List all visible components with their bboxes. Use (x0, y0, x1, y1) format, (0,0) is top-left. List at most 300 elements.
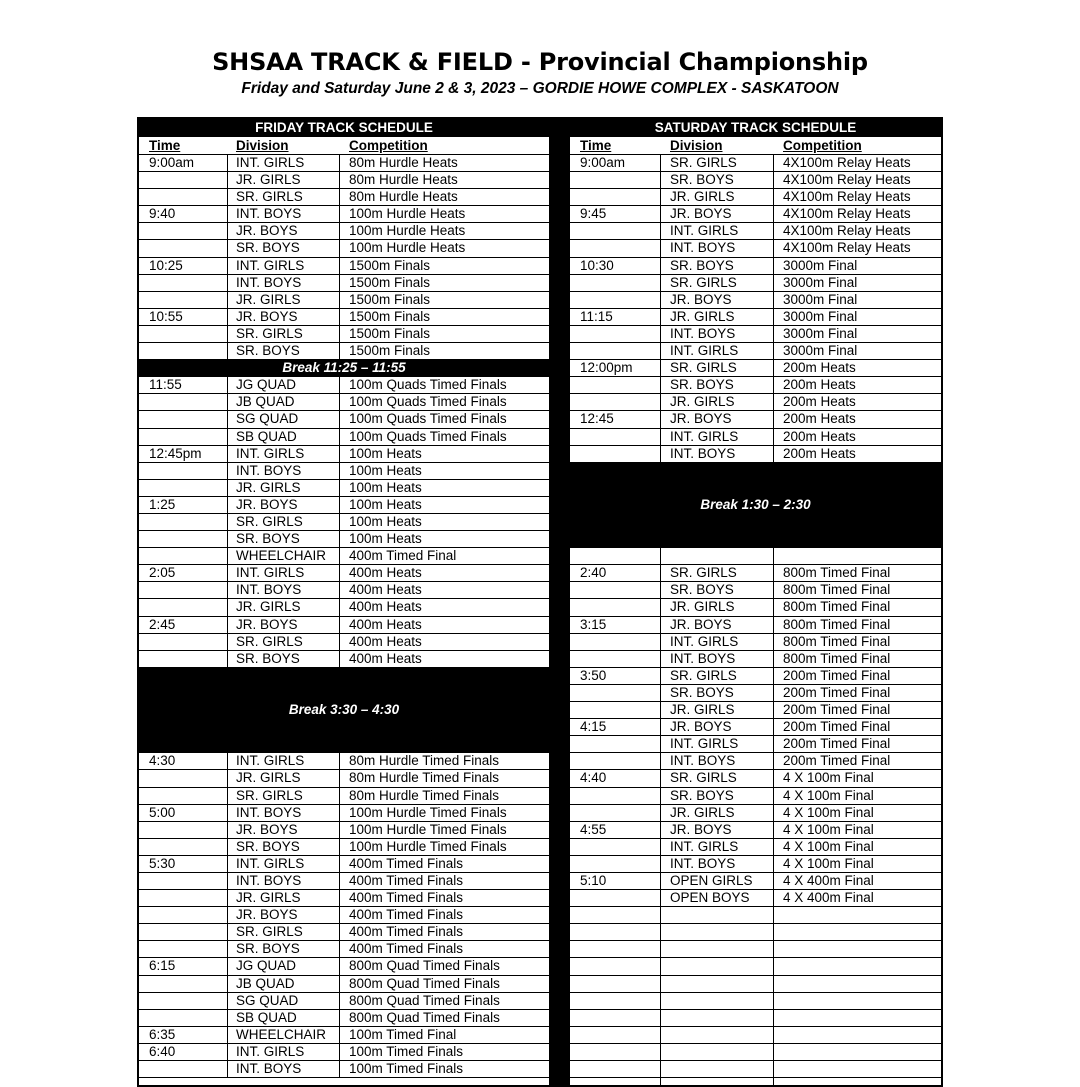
schedule-row (139, 497, 549, 514)
schedule-row (570, 565, 941, 582)
schedule-row (139, 206, 549, 223)
cell-divider (773, 685, 774, 701)
schedule-row (139, 856, 549, 873)
cell-divider (773, 411, 774, 427)
cell-divider (660, 565, 661, 581)
cell-divider (339, 634, 340, 650)
cell-divider (339, 805, 340, 821)
cell-divider (660, 651, 661, 667)
event-division: JR. BOYS (670, 411, 732, 427)
cell-divider (660, 941, 661, 957)
cell-divider (227, 582, 228, 598)
event-division: INT. BOYS (236, 462, 302, 478)
event-competition: 4X100m Relay Heats (783, 189, 911, 205)
event-division: SR. BOYS (670, 582, 734, 598)
event-division: INT. BOYS (236, 206, 302, 222)
event-division: INT. BOYS (670, 325, 736, 341)
event-division: JB QUAD (236, 975, 295, 991)
event-division: INT. GIRLS (670, 838, 739, 854)
cell-divider (227, 223, 228, 239)
event-division: JR. BOYS (236, 496, 298, 512)
event-competition: 4X100m Relay Heats (783, 172, 911, 188)
event-division: SR. GIRLS (236, 325, 303, 341)
event-competition: 100m Quads Timed Finals (349, 411, 507, 427)
cell-divider (660, 805, 661, 821)
schedule-row (139, 805, 549, 822)
schedule-row (139, 377, 549, 394)
event-time: 9:45 (580, 206, 607, 222)
event-time: 5:00 (149, 804, 176, 820)
schedule-row (570, 634, 941, 651)
cell-divider (660, 275, 661, 291)
cell-divider (227, 258, 228, 274)
event-division: JR. BOYS (236, 821, 298, 837)
schedule-row (570, 617, 941, 634)
event-competition: 400m Heats (349, 599, 422, 615)
event-division: SR. GIRLS (236, 189, 303, 205)
event-time: 2:05 (149, 565, 176, 581)
cell-divider (660, 343, 661, 359)
cell-divider (660, 634, 661, 650)
cell-divider (660, 394, 661, 410)
schedule-row (570, 189, 941, 206)
schedule-row (139, 258, 549, 275)
schedule-row (570, 873, 941, 890)
schedule-row (570, 548, 941, 565)
cell-divider (339, 1061, 340, 1077)
cell-divider (773, 446, 774, 462)
cell-divider (660, 702, 661, 718)
event-competition: 100m Quads Timed Finals (349, 377, 507, 393)
event-division: INT. BOYS (236, 1061, 302, 1076)
schedule-row (139, 1027, 549, 1044)
event-division: JB QUAD (236, 394, 295, 410)
cell-divider (773, 839, 774, 855)
event-division: WHEELCHAIR (236, 548, 327, 564)
event-division: SR. GIRLS (236, 513, 303, 529)
event-division: INT. GIRLS (236, 753, 305, 769)
cell-divider (339, 189, 340, 205)
event-competition: 80m Hurdle Timed Finals (349, 787, 500, 803)
cell-divider (227, 394, 228, 410)
schedule-row (139, 617, 549, 634)
event-competition: 3000m Final (783, 291, 858, 307)
event-competition: 1500m Finals (349, 257, 431, 273)
schedule-row (570, 856, 941, 873)
cell-divider (773, 976, 774, 992)
event-competition: 1500m Finals (349, 325, 431, 341)
event-division: WHEELCHAIR (236, 1026, 327, 1042)
cell-divider (227, 531, 228, 547)
event-division: JR. GIRLS (670, 308, 735, 324)
event-division: INT. GIRLS (236, 155, 305, 170)
event-division: INT. GIRLS (236, 1043, 305, 1059)
cell-divider (339, 258, 340, 274)
event-division: SR. BOYS (670, 377, 734, 393)
cell-divider (773, 770, 774, 786)
cell-divider (339, 1027, 340, 1043)
event-competition: 400m Timed Final (349, 548, 457, 564)
event-time: 5:10 (580, 872, 607, 888)
cell-divider (660, 890, 661, 906)
cell-divider (773, 924, 774, 940)
cell-divider (227, 651, 228, 667)
cell-divider (773, 668, 774, 684)
event-division: JR. GIRLS (236, 291, 301, 307)
event-competition: 1500m Finals (349, 343, 431, 359)
event-competition: 100m Hurdle Heats (349, 223, 466, 239)
cell-divider (227, 1010, 228, 1026)
event-division: JG QUAD (236, 377, 297, 393)
event-competition: 200m Heats (783, 394, 856, 410)
schedule-row (570, 292, 941, 309)
schedule-row (570, 976, 941, 993)
schedule-row (139, 292, 549, 309)
cell-divider (773, 958, 774, 974)
cell-divider (660, 1027, 661, 1043)
event-time: 1:25 (149, 496, 176, 512)
event-division: JR. BOYS (670, 821, 732, 837)
cell-divider (773, 377, 774, 393)
event-competition: 400m Heats (349, 650, 422, 666)
cell-divider (339, 309, 340, 325)
event-time: 11:55 (149, 377, 182, 393)
cell-divider (660, 924, 661, 940)
event-competition: 100m Timed Finals (349, 1043, 464, 1059)
event-time: 10:25 (149, 257, 183, 273)
cell-divider (660, 1061, 661, 1077)
event-division: INT. BOYS (670, 753, 736, 769)
cell-divider (227, 907, 228, 923)
event-division: OPEN BOYS (670, 890, 750, 906)
event-competition: 100m Heats (349, 513, 422, 529)
cell-divider (660, 1010, 661, 1026)
cell-divider (660, 958, 661, 974)
break-banner: Break 11:25 – 11:55 (139, 360, 549, 377)
event-competition: 800m Timed Final (783, 565, 891, 581)
event-competition: 400m Heats (349, 582, 422, 598)
cell-divider (660, 873, 661, 889)
cell-divider (227, 275, 228, 291)
cell-divider (660, 411, 661, 427)
event-division: INT. BOYS (236, 804, 302, 820)
cell-divider (339, 343, 340, 359)
event-time: 6:35 (149, 1026, 176, 1042)
event-division: INT. GIRLS (670, 428, 739, 444)
cell-divider (773, 719, 774, 735)
event-competition: 80m Hurdle Heats (349, 155, 458, 170)
cell-divider (660, 856, 661, 872)
cell-divider (773, 172, 774, 188)
cell-divider (227, 480, 228, 496)
event-competition: 100m Heats (349, 445, 422, 461)
column-header-division: Division (670, 138, 723, 153)
cell-divider (227, 634, 228, 650)
cell-divider (773, 394, 774, 410)
cell-divider (339, 326, 340, 342)
event-competition: 4 X 400m Final (783, 872, 874, 888)
schedule-row (139, 958, 549, 975)
schedule-row (139, 1010, 549, 1027)
cell-divider (660, 360, 661, 376)
cell-divider (660, 788, 661, 804)
event-competition: 3000m Final (783, 325, 858, 341)
event-time: 4:15 (580, 719, 607, 735)
cell-divider (660, 1044, 661, 1060)
cell-divider (339, 223, 340, 239)
event-competition: 200m Timed Final (783, 702, 891, 718)
document-subtitle: Friday and Saturday June 2 & 3, 2023 – GORDIE HOWE COMPLEX - SASKATOON (241, 80, 839, 97)
cell-divider (339, 480, 340, 496)
cell-divider (773, 993, 774, 1009)
cell-divider (227, 343, 228, 359)
event-division: JR. BOYS (236, 223, 298, 239)
schedule-row (570, 1010, 941, 1027)
event-competition: 800m Quad Timed Finals (349, 1009, 500, 1025)
event-competition: 1500m Finals (349, 308, 431, 324)
event-competition: 100m Hurdle Heats (349, 240, 466, 256)
schedule-row (570, 1078, 941, 1087)
cell-divider (660, 599, 661, 615)
event-competition: 3000m Final (783, 343, 858, 359)
schedule-row (139, 976, 549, 993)
cell-divider (660, 976, 661, 992)
event-division: JR. BOYS (236, 907, 298, 923)
cell-divider (773, 429, 774, 445)
event-division: SR. GIRLS (236, 924, 303, 940)
schedule-row (570, 377, 941, 394)
cell-divider (660, 446, 661, 462)
event-time: 10:30 (580, 257, 614, 273)
event-competition: 100m Heats (349, 462, 422, 478)
event-division: JG QUAD (236, 958, 297, 974)
cell-divider (339, 394, 340, 410)
cell-divider (227, 446, 228, 462)
event-division: SR. BOYS (236, 650, 300, 666)
schedule-row (139, 582, 549, 599)
event-competition: 200m Heats (783, 411, 856, 427)
schedule-row (570, 1044, 941, 1061)
schedule-row (139, 275, 549, 292)
schedule-row (570, 258, 941, 275)
event-competition: 3000m Final (783, 257, 858, 273)
event-competition: 100m Timed Finals (349, 1061, 464, 1076)
event-division: INT. GIRLS (670, 736, 739, 752)
cell-divider (227, 839, 228, 855)
event-division: JR. GIRLS (236, 599, 301, 615)
event-competition: 800m Quad Timed Finals (349, 958, 500, 974)
cell-divider (660, 839, 661, 855)
cell-divider (773, 634, 774, 650)
cell-divider (227, 941, 228, 957)
event-competition: 400m Timed Finals (349, 907, 464, 923)
cell-divider (227, 1061, 228, 1077)
column-header-competition: Competition (783, 138, 862, 153)
event-division: JR. BOYS (670, 616, 732, 632)
event-time: 9:00am (149, 155, 195, 170)
cell-divider (227, 292, 228, 308)
event-division: INT. GIRLS (670, 223, 739, 239)
cell-divider (773, 343, 774, 359)
cell-divider (339, 155, 340, 171)
friday-rows (139, 155, 549, 1078)
event-competition: 4 X 100m Final (783, 821, 874, 837)
event-competition: 800m Quad Timed Finals (349, 992, 500, 1008)
schedule-row (139, 446, 549, 463)
cell-divider (773, 206, 774, 222)
saturday-rows (570, 155, 941, 1087)
cell-divider (660, 582, 661, 598)
cell-divider (660, 189, 661, 205)
cell-divider (660, 822, 661, 838)
cell-divider (773, 240, 774, 256)
event-competition: 200m Heats (783, 445, 856, 461)
event-division: INT. GIRLS (236, 257, 305, 273)
event-competition: 400m Timed Finals (349, 890, 464, 906)
event-division: SR. GIRLS (670, 274, 737, 290)
event-competition: 80m Hurdle Heats (349, 172, 458, 188)
event-competition: 100m Timed Final (349, 1026, 457, 1042)
document-title: SHSAA TRACK & FIELD - Provincial Championship (212, 48, 868, 76)
event-competition: 800m Timed Final (783, 582, 891, 598)
schedule-row (139, 394, 549, 411)
event-competition: 400m Heats (349, 565, 422, 581)
cell-divider (339, 993, 340, 1009)
schedule-row (139, 480, 549, 497)
cell-divider (227, 958, 228, 974)
cell-divider (660, 206, 661, 222)
cell-divider (773, 890, 774, 906)
cell-divider (773, 822, 774, 838)
cell-divider (773, 326, 774, 342)
event-division: INT. BOYS (670, 650, 736, 666)
schedule-row (139, 429, 549, 446)
cell-divider (339, 548, 340, 564)
cell-divider (227, 497, 228, 513)
cell-divider (773, 805, 774, 821)
event-division: SR. BOYS (236, 941, 300, 957)
cell-divider (773, 292, 774, 308)
schedule-row (570, 890, 941, 907)
schedule-row (570, 599, 941, 616)
event-competition: 1500m Finals (349, 291, 431, 307)
schedule-row (139, 531, 549, 548)
event-division: INT. GIRLS (236, 565, 305, 581)
cell-divider (227, 463, 228, 479)
schedule-row (139, 839, 549, 856)
event-competition: 100m Hurdle Timed Finals (349, 838, 507, 854)
saturday-schedule-heading: SATURDAY TRACK SCHEDULE (570, 119, 941, 137)
schedule-row (570, 839, 941, 856)
event-division: SR. BOYS (236, 240, 300, 256)
event-competition: 3000m Final (783, 274, 858, 290)
schedule-row (570, 788, 941, 805)
cell-divider (773, 651, 774, 667)
event-competition: 400m Timed Finals (349, 872, 464, 888)
cell-divider (773, 1027, 774, 1043)
cell-divider (339, 514, 340, 530)
cell-divider (773, 1044, 774, 1060)
column-header-competition: Competition (349, 138, 428, 153)
event-competition: 200m Timed Final (783, 753, 891, 769)
event-competition: 400m Heats (349, 616, 422, 632)
event-division: JR. GIRLS (236, 890, 301, 906)
event-time: 12:45pm (149, 445, 202, 461)
schedule-row (139, 189, 549, 206)
schedule-row (570, 1027, 941, 1044)
event-competition: 1500m Finals (349, 274, 431, 290)
schedule-row (139, 309, 549, 326)
cell-divider (660, 292, 661, 308)
event-competition: 400m Timed Finals (349, 941, 464, 957)
event-division: SR. GIRLS (670, 360, 737, 376)
cell-divider (339, 770, 340, 786)
cell-divider (660, 1078, 661, 1087)
event-competition: 400m Timed Finals (349, 924, 464, 940)
cell-divider (227, 599, 228, 615)
cell-divider (339, 377, 340, 393)
schedule-row (570, 309, 941, 326)
schedule-row (139, 770, 549, 787)
cell-divider (773, 155, 774, 171)
event-time: 10:55 (149, 308, 183, 324)
schedule-row (139, 634, 549, 651)
event-time: 3:15 (580, 616, 607, 632)
cell-divider (660, 770, 661, 786)
cell-divider (660, 155, 661, 171)
schedule-row (139, 343, 549, 360)
cell-divider (660, 172, 661, 188)
cell-divider (227, 309, 228, 325)
cell-divider (773, 189, 774, 205)
event-division: JR. BOYS (670, 719, 732, 735)
event-time: 2:40 (580, 565, 607, 581)
schedule-row (139, 411, 549, 428)
event-competition: 100m Heats (349, 531, 422, 547)
schedule-row (570, 651, 941, 668)
schedule-row (570, 668, 941, 685)
schedule-row (139, 873, 549, 890)
cell-divider (773, 941, 774, 957)
schedule-row (139, 514, 549, 531)
schedule-row (570, 172, 941, 189)
cell-divider (773, 907, 774, 923)
event-division: JR. BOYS (236, 616, 298, 632)
event-division: SR. BOYS (236, 838, 300, 854)
event-division: JR. GIRLS (670, 394, 735, 410)
cell-divider (773, 1010, 774, 1026)
cell-divider (660, 548, 661, 564)
cell-divider (227, 377, 228, 393)
schedule-row (570, 223, 941, 240)
event-competition: 100m Hurdle Heats (349, 206, 466, 222)
schedule-row (139, 172, 549, 189)
cell-divider (339, 292, 340, 308)
event-division: SR. BOYS (670, 787, 734, 803)
event-competition: 200m Timed Final (783, 736, 891, 752)
event-competition: 200m Heats (783, 428, 856, 444)
event-competition: 4X100m Relay Heats (783, 240, 911, 256)
schedule-row (570, 240, 941, 257)
schedule-row (570, 993, 941, 1010)
cell-divider (339, 651, 340, 667)
event-time: 12:00pm (580, 360, 633, 376)
schedule-row (570, 343, 941, 360)
event-competition: 100m Heats (349, 496, 422, 512)
cell-divider (773, 582, 774, 598)
event-competition: 200m Timed Final (783, 667, 891, 683)
event-division: INT. BOYS (670, 240, 736, 256)
